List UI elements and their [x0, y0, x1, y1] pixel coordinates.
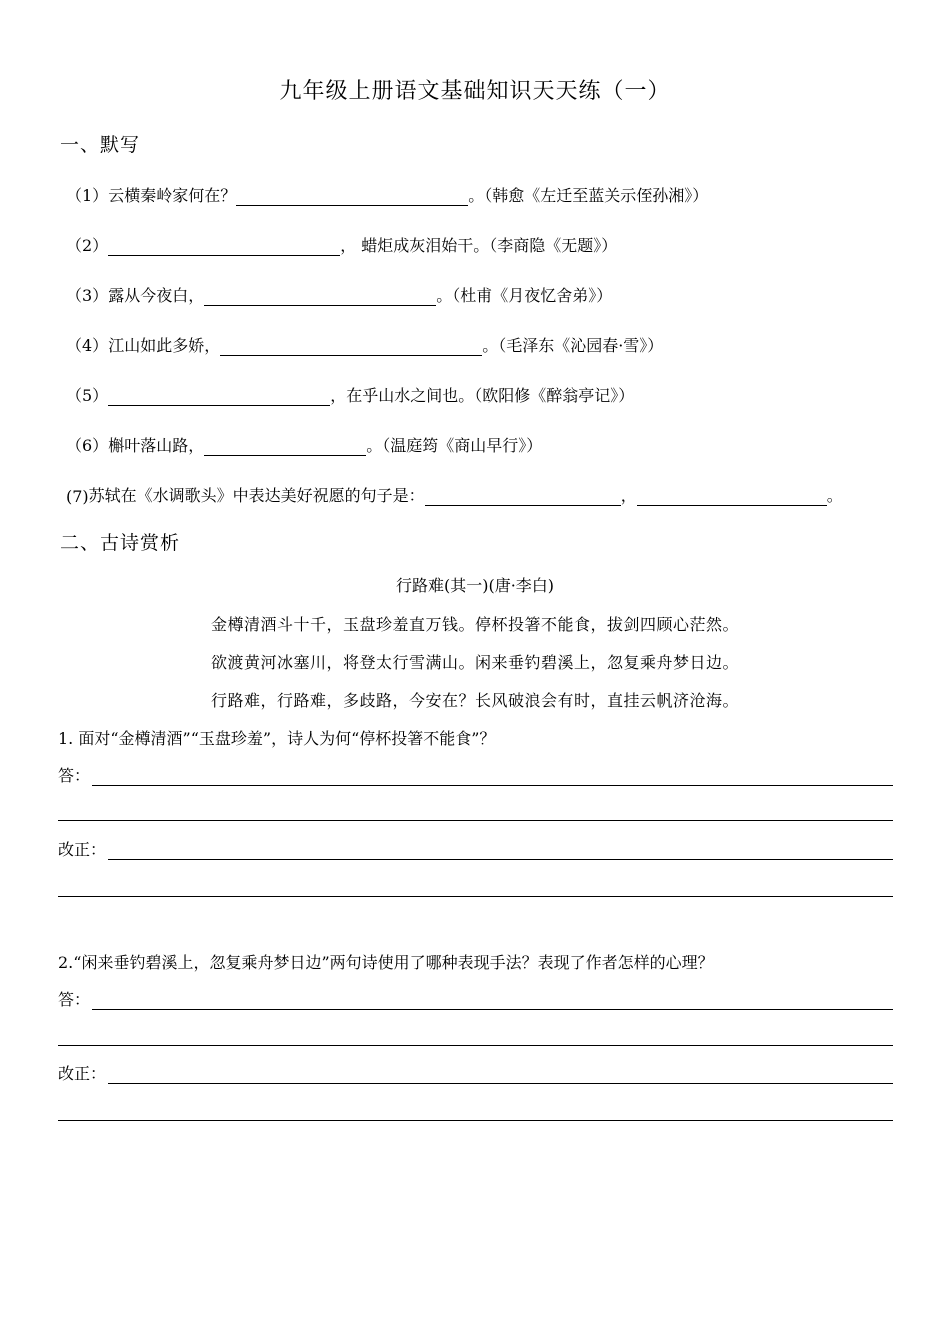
correction-row-1 [58, 836, 893, 860]
answer-blank[interactable] [637, 485, 827, 506]
item-number: （1） [66, 186, 109, 205]
item-text-before: 苏轼在《水调歌头》中表达美好祝愿的句子是： [88, 486, 425, 505]
correction-row-2 [58, 1060, 893, 1084]
dictation-item-1 [66, 182, 708, 206]
item-text-after: ， 蜡炬成灰泪始干。（李商隐《无题》） [340, 236, 618, 255]
item-text-after: 。（毛泽东《沁园春·雪》） [482, 336, 664, 355]
item-number: （5） [66, 386, 109, 405]
poem-line: 金樽清酒斗十千，玉盘珍羞直万钱。停杯投箸不能食，拔剑四顾心茫然。 [210, 615, 739, 634]
dictation-item-6 [66, 432, 542, 456]
dictation-item-5 [66, 382, 634, 406]
question-2: 2.“闲来垂钓碧溪上，忽复乘舟梦日边”两句诗使用了哪种表现手法？表现了作者怎样的心理？ [58, 953, 714, 972]
dictation-item-4 [66, 332, 663, 356]
item-text-after: 。（韩愈《左迁至蓝关示侄孙湘》） [468, 186, 709, 205]
answer-row-2 [58, 986, 893, 1010]
answer-blank[interactable] [425, 485, 621, 506]
item-number: （6） [66, 436, 109, 455]
question-1: 1. 面对“金樽清酒”“玉盘珍羞”，诗人为何“停杯投箸不能食”？ [58, 729, 496, 748]
item-text-before: 江山如此多娇， [108, 336, 221, 355]
dictation-item-2 [66, 232, 617, 256]
item-text-middle: ， [620, 486, 637, 505]
poem-line: 欲渡黄河冰塞川，将登太行雪满山。闲来垂钓碧溪上，忽复乘舟梦日边。 [210, 653, 739, 672]
answer-line[interactable] [92, 989, 893, 1010]
correction-label: 改正： [58, 840, 107, 859]
answer-line-extra[interactable] [58, 1045, 893, 1046]
answer-blank[interactable] [204, 435, 366, 456]
item-text-before: 露从今夜白， [108, 286, 205, 305]
item-number: （2） [66, 236, 109, 255]
item-text-after: 。 [826, 486, 843, 505]
answer-row-1 [58, 762, 893, 786]
answer-line[interactable] [92, 765, 893, 786]
section-heading-dictation: 一、默写 [60, 134, 141, 156]
answer-line-extra[interactable] [58, 820, 893, 821]
correction-line[interactable] [108, 1063, 893, 1084]
item-text-after: 。（杜甫《月夜忆舍弟》） [436, 286, 613, 305]
item-text-after: 。（温庭筠《商山早行》） [366, 436, 543, 455]
answer-blank[interactable] [108, 385, 330, 406]
item-number: (7) [66, 487, 89, 506]
correction-line[interactable] [108, 839, 893, 860]
correction-line-extra[interactable] [58, 1120, 893, 1121]
item-text-before: 槲叶落山路， [108, 436, 205, 455]
answer-blank[interactable] [220, 335, 482, 356]
poem-title: 行路难(其一)(唐·李白) [395, 576, 555, 595]
answer-label: 答： [58, 990, 91, 1009]
answer-label: 答： [58, 766, 91, 785]
item-number: （3） [66, 286, 109, 305]
correction-label: 改正： [58, 1064, 107, 1083]
answer-blank[interactable] [108, 235, 340, 256]
item-text-after: ，在乎山水之间也。（欧阳修《醉翁亭记》） [330, 386, 635, 405]
item-text-before: 云横秦岭家何在？ [108, 186, 237, 205]
item-number: （4） [66, 336, 109, 355]
dictation-item-7 [66, 482, 843, 506]
section-heading-poetry: 二、古诗赏析 [60, 532, 181, 554]
answer-blank[interactable] [204, 285, 436, 306]
dictation-item-3 [66, 282, 612, 306]
poem-line: 行路难，行路难，多歧路，今安在？长风破浪会有时，直挂云帆济沧海。 [210, 691, 739, 710]
correction-line-extra[interactable] [58, 896, 893, 897]
answer-blank[interactable] [236, 185, 468, 206]
page-title: 九年级上册语文基础知识天天练（一） [279, 79, 671, 104]
